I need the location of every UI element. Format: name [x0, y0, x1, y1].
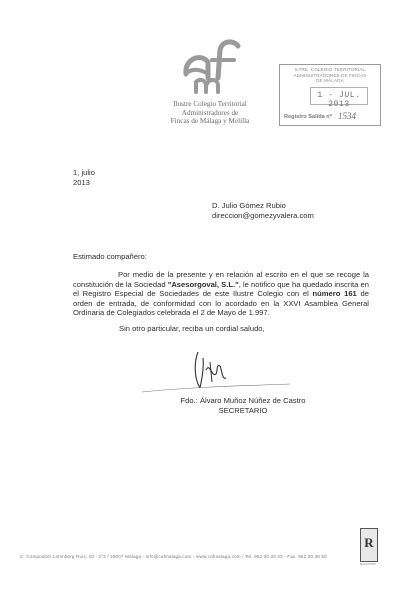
footer-address: C. Compositor Lehmberg Ruiz, 10 - 1º3 / 29007 Málaga - info@cafmalaga.com - www.cafmalaga.com / Tel. 952 30 33 33 - Fax. 952 30 36 50 — [20, 554, 327, 559]
seal-caption: REGISTRO — [360, 562, 376, 566]
org-line: Fincas de Málaga y Melilla — [170, 117, 250, 126]
stamp-heading — [284, 67, 376, 84]
stamp-registro-number: 1534 — [338, 111, 356, 121]
greeting: Estimado compañero: — [73, 252, 147, 261]
signer-block — [173, 396, 313, 415]
signer-title: SECRETARIO — [218, 405, 268, 415]
date-year: 2013 — [73, 177, 90, 187]
seal-letter: R — [364, 535, 374, 550]
body-text-part3: de orden de entrada, de conformidad con lo acordado en la XXVI Asamblea General Ordinaria de Colegiados celebrada el 2 de Mayo de 1.997. — [73, 289, 369, 318]
letter-date — [73, 168, 95, 187]
recipient-block — [212, 201, 314, 220]
org-line: Administradores de — [181, 108, 239, 117]
recipient-name: D. Julio Gómez Rubio — [212, 201, 286, 210]
date-day: 1, julio — [73, 168, 95, 177]
stamp-heading-line: ADMINISTRADORES DE FINCAS — [293, 72, 367, 78]
signer-name: Fdo.: Álvaro Muñoz Núñez de Castro — [180, 396, 306, 405]
signature-icon — [140, 348, 290, 396]
company-name: "Asesorgoval, S.L." — [167, 279, 239, 289]
stamp-registro-label: Registro Salida nº — [284, 114, 332, 120]
org-line: Ilustre Colegio Territorial — [173, 100, 247, 108]
body-paragraph — [73, 270, 369, 318]
closing-line: Sin otro particular, reciba un cordial saludo, — [119, 324, 265, 333]
stamp-date: 1 - JUL. 2013 — [317, 91, 361, 109]
recipient-email[interactable]: direccion@gomezyvalera.com — [212, 210, 314, 220]
org-name — [150, 100, 270, 126]
stamp-date-box — [310, 87, 368, 109]
body-text-part2: , le notifico que ha quedado inscrita en el Registro Especial de Sociedades de este Ilustre Colegio con el — [73, 279, 369, 299]
stamp-heading-line: DE MÁLAGA — [316, 78, 344, 84]
registry-number: número 161 — [312, 289, 357, 299]
stamp-heading-line: ILTRE. COLEGIO TERRITORIAL — [294, 67, 366, 72]
registro-seal-icon — [360, 528, 378, 562]
registry-stamp — [279, 64, 381, 126]
body-text-part1: Por medio de la presente y en relación al escrito en el que se recoge la constitución de la Sociedad — [73, 270, 369, 289]
afm-logo-icon — [178, 34, 244, 96]
